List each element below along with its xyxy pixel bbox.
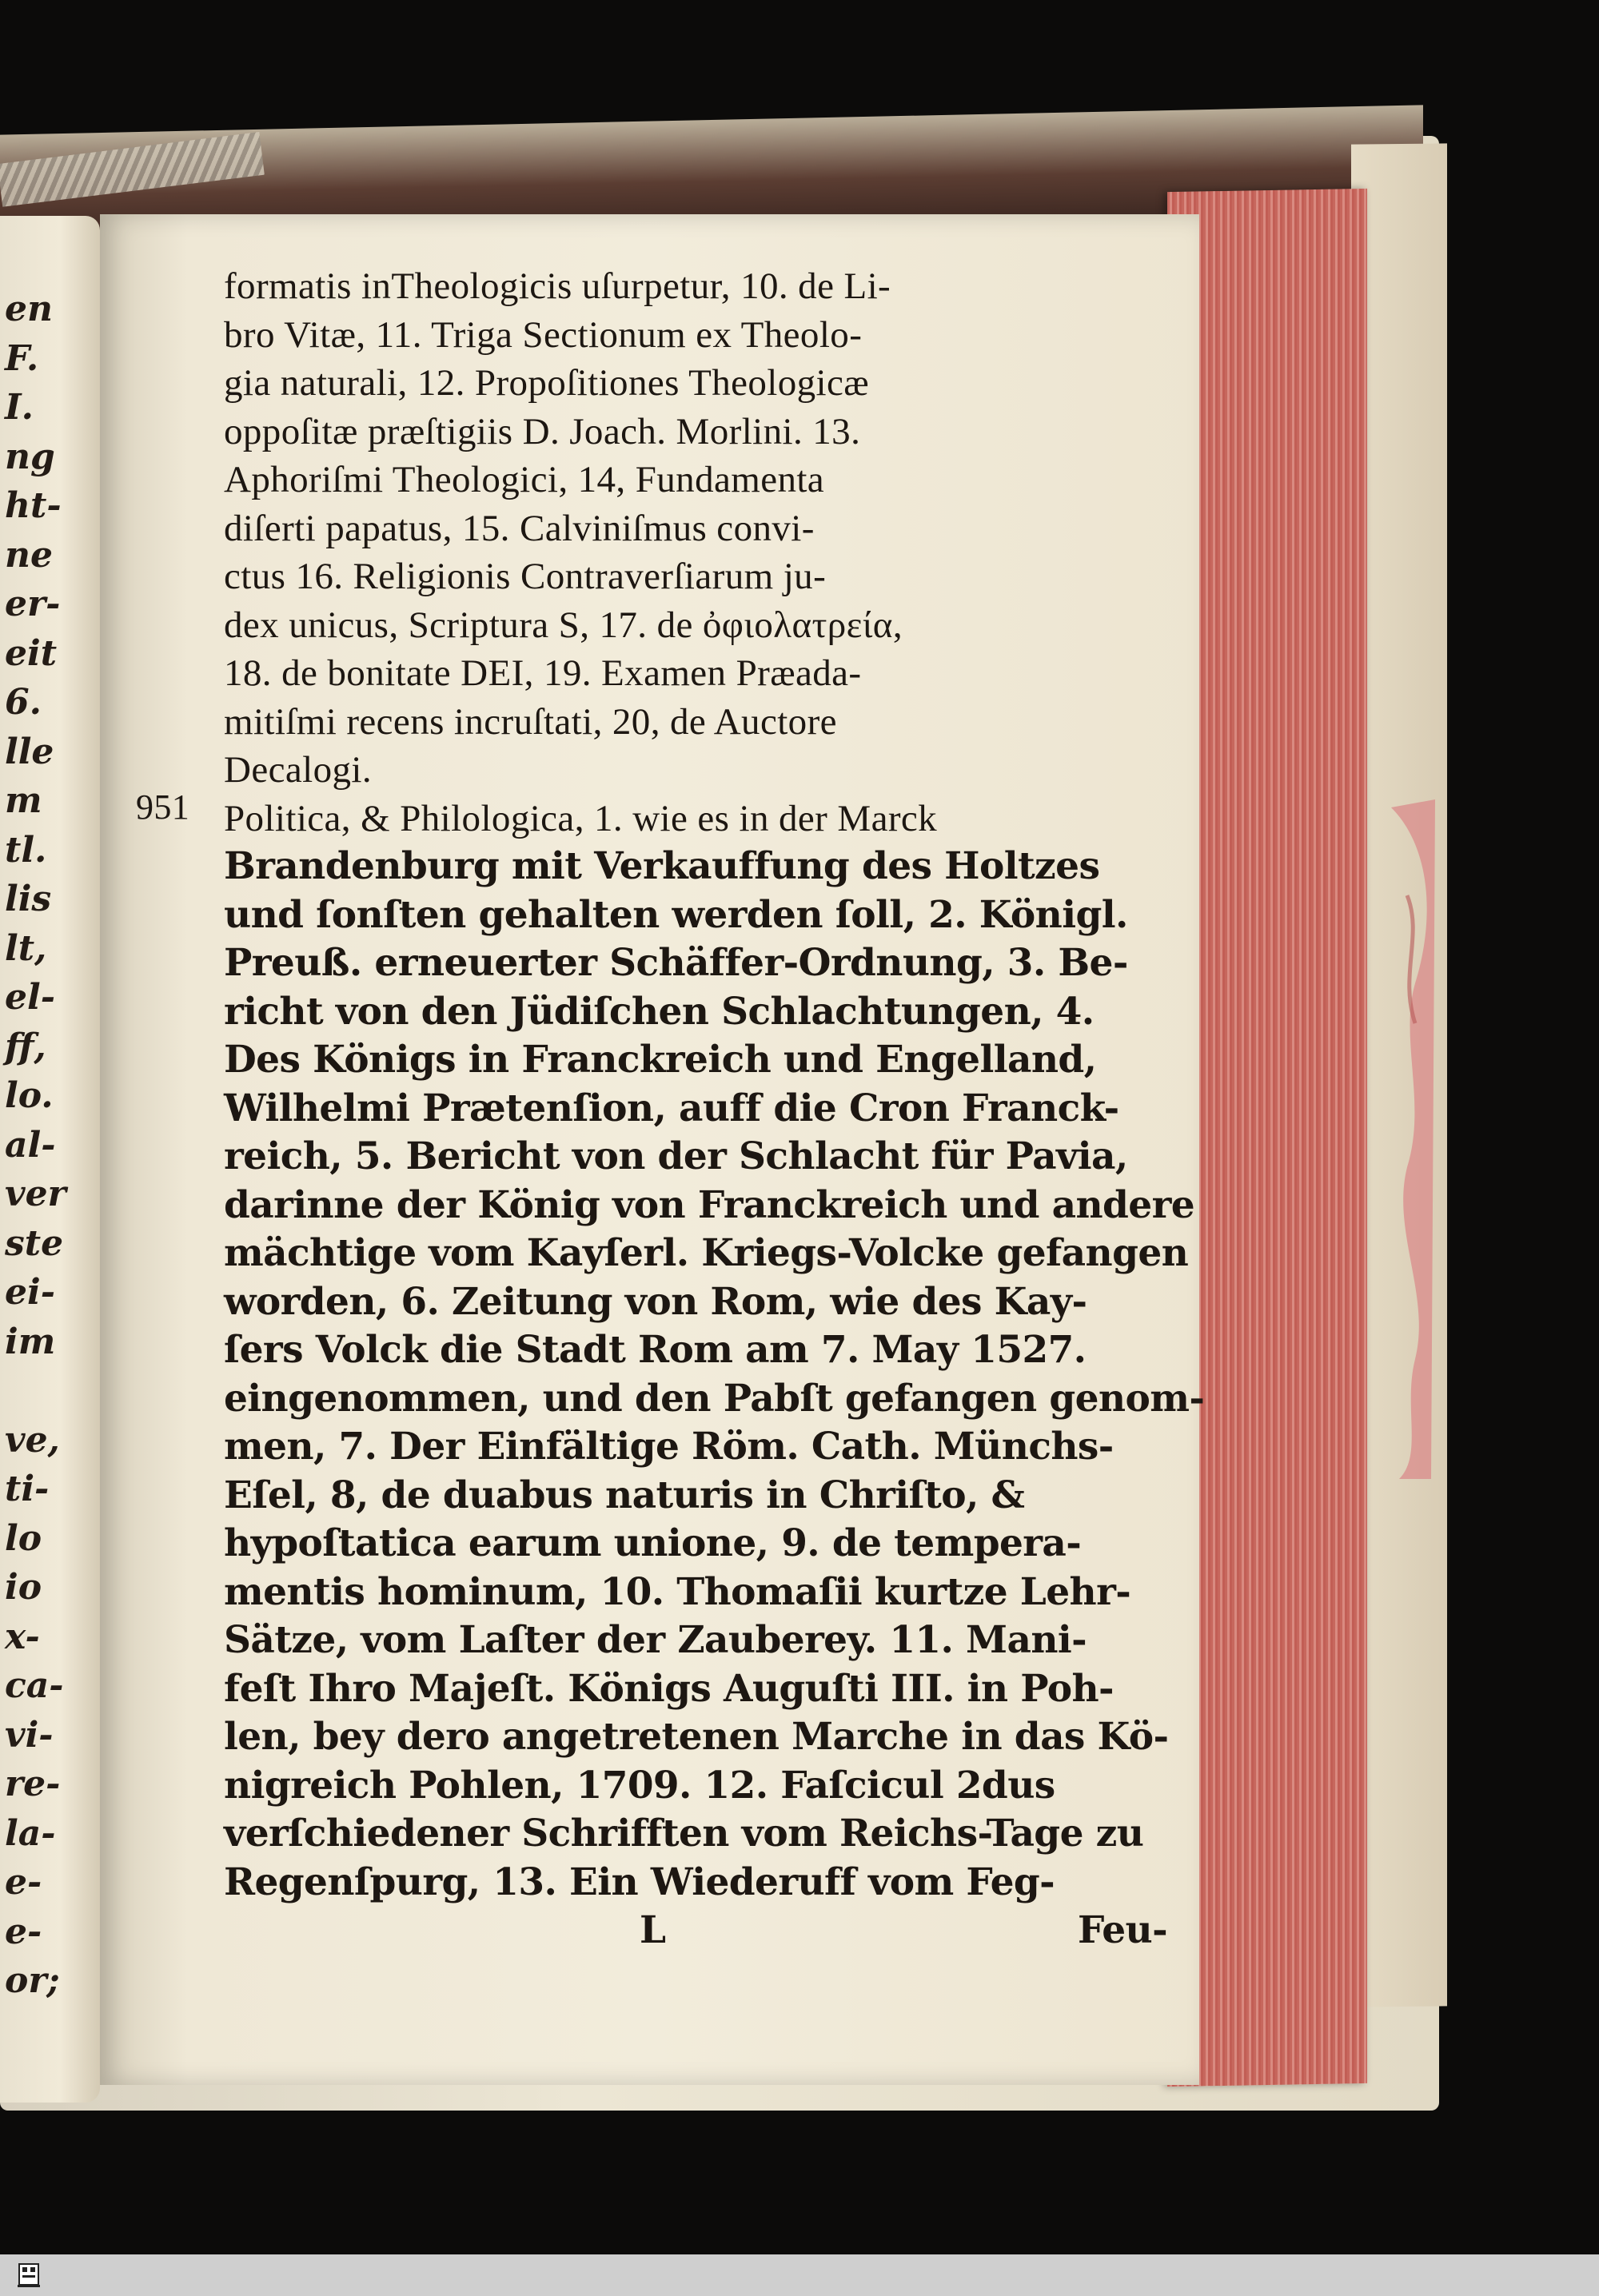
text-line (224, 988, 1167, 1037)
text-line (224, 1472, 1167, 1521)
text-line (224, 1713, 1167, 1762)
viewer-footer-bar (0, 2254, 1599, 2296)
book-page (100, 214, 1205, 2085)
text-line (224, 1375, 1205, 1424)
fragment-line: ne (5, 534, 53, 576)
catchword: Feu- (1078, 1908, 1167, 1952)
text-line-content: Sätze, vom Laſter der Zauberey. 11. Mani- (224, 1618, 1087, 1662)
fragment-line: en (5, 289, 53, 329)
text-line (224, 601, 1167, 650)
text-line (224, 1230, 1189, 1278)
fragment-line: ti- (5, 1469, 50, 1509)
fragment-line: el- (5, 977, 55, 1018)
text-line (224, 408, 1167, 456)
text-line-content: reich, 5. Bericht von der Schlacht für Pavia, (224, 1134, 1128, 1178)
text-line (224, 1278, 1167, 1327)
fragment-line: ng (5, 436, 55, 477)
text-line-content: Politica, & Philologica, 1. wie es in der Marck (224, 797, 938, 839)
text-line (224, 1859, 1167, 1907)
fragment-line: er- (5, 584, 61, 624)
text-line (224, 1616, 1167, 1665)
text-line (224, 1569, 1167, 1617)
text-line (224, 504, 1167, 553)
fragment-line: F. (5, 337, 39, 379)
text-line (224, 1036, 1167, 1085)
text-line (224, 649, 1167, 698)
text-line-content: verſchiedener Schrifften vom Reichs-Tage zu (224, 1812, 1144, 1856)
text-line-content: men, 7. Der Einfältige Röm. Cath. Münchs- (224, 1425, 1114, 1469)
text-line-content: worden, 6. Zeitung von Rom, wie des Kay- (224, 1279, 1087, 1324)
fragment-line: e- (5, 1862, 42, 1903)
text-line (224, 262, 1167, 311)
text-line-content: diſerti papatus, 15. Calviniſmus convi- (224, 507, 815, 549)
text-line-content: ctus 16. Religionis Contraverſiarum ju- (224, 556, 827, 597)
fragment-line: x- (5, 1616, 40, 1657)
text-line-content: hypoſtatica earum unione, 9. de tempera- (224, 1521, 1082, 1565)
text-line (224, 939, 1167, 988)
text-line-content: len, bey dero angetretenen Marche in das Kö- (224, 1715, 1169, 1759)
signature-mark: L (640, 1908, 666, 1952)
fragment-line: ver (5, 1174, 66, 1214)
text-line (224, 1810, 1167, 1859)
fragment-line: lis (5, 879, 52, 919)
text-line-content: Brandenburg mit Verkauffung des Holtzes (224, 844, 1100, 888)
text-line (224, 843, 1167, 891)
fragment-line: ca- (5, 1665, 64, 1706)
text-line-content: bro Vitæ, 11. Triga Sectionum ex Theolo- (224, 313, 863, 356)
text-line-content: Des Königs in Franckreich und Engelland, (224, 1038, 1097, 1082)
text-line-content: nigreich Pohlen, 1709. 12. Faſcicul 2dus (224, 1763, 1055, 1808)
fragment-line: la- (5, 1812, 56, 1854)
text-line (224, 1762, 1167, 1811)
text-line (224, 746, 1167, 795)
text-line-content: mächtige vom Kayſerl. Kriegs-Volcke gefangen (224, 1231, 1189, 1275)
text-line-content: Aphoriſmi Theologici, 14, Fundamenta (224, 459, 825, 500)
text-line-content: eingenommen, und den Pabſt gefangen genom- (224, 1376, 1205, 1421)
text-line-content: Decalogi. (224, 749, 372, 791)
text-line-content: darinne der König von Franckreich und andere (224, 1182, 1195, 1227)
fragment-line: lo (5, 1517, 42, 1559)
text-line-content: ſers Volck die Stadt Rom am 7. May 1527. (224, 1328, 1087, 1372)
text-line (224, 1665, 1167, 1714)
text-line-content: dex unicus, Scriptura S, 17. de ὀφιολατρεία, (224, 604, 903, 646)
text-line-content: Regenſpurg, 13. Ein Wiederuff vom Feg- (224, 1860, 1055, 1904)
text-line-content: und ſonſten gehalten werden ſoll, 2. Königl. (224, 892, 1128, 937)
text-line-content: mentis hominum, 10. Thomaſii kurtze Lehr- (224, 1569, 1131, 1614)
fragment-line: eit (5, 632, 58, 674)
text-line (224, 1085, 1167, 1134)
fragment-line: vi- (5, 1714, 54, 1756)
fragment-line: or; (5, 1960, 60, 2001)
previous-page-fragment (0, 216, 100, 2103)
page-text (136, 262, 1205, 1955)
text-line (224, 1520, 1167, 1569)
fragment-line: 6. (5, 682, 42, 723)
text-line-content: Wilhelmi Prætenſion, auff die Cron Franck- (224, 1086, 1119, 1130)
text-line-content: oppoſitæ præſtigiis D. Joach. Morlini. 13. (224, 410, 861, 452)
text-line (224, 456, 1167, 504)
fragment-line: im (5, 1321, 56, 1362)
text-line-content: richt von den Jüdiſchen Schlachtungen, 4. (224, 989, 1095, 1034)
text-line-content: formatis inTheologicis uſurpetur, 10. de Li- (224, 265, 891, 307)
fragment-line: m (5, 780, 42, 821)
text-line (224, 1326, 1167, 1375)
library-logo-icon[interactable] (13, 2259, 45, 2291)
fragment-line: tl. (5, 829, 47, 871)
fragment-line: io (5, 1567, 42, 1608)
text-line (224, 698, 1167, 747)
fragment-line: lle (5, 731, 54, 772)
fragment-line: al- (5, 1124, 56, 1166)
stain-on-cover (1359, 799, 1439, 1487)
text-line-content: feſt Ihro Majeſt. Königs Auguſti III. in Poh- (224, 1666, 1114, 1711)
fragment-line: lo. (5, 1075, 54, 1116)
fragment-line: I. (5, 387, 34, 428)
entry-number: 951 (136, 787, 190, 827)
fragment-line: lt, (5, 927, 47, 969)
fragment-line: ste (5, 1222, 64, 1264)
text-line (224, 1133, 1167, 1182)
text-line-content: mitiſmi recens incruſtati, 20, de Auctore (224, 700, 837, 743)
text-line (224, 359, 1167, 408)
text-line (224, 552, 1167, 601)
text-line (224, 311, 1167, 360)
text-line (224, 1182, 1195, 1230)
text-line (224, 891, 1167, 940)
text-line-content: gia naturali, 12. Propoſitiones Theologicæ (224, 362, 869, 404)
text-line-content: Preuß. erneuerter Schäffer-Ordnung, 3. Be- (224, 941, 1128, 985)
text-line-content: 18. de bonitate DEI, 19. Examen Præada- (224, 652, 862, 694)
text-line-content: Eſel, 8, de duabus naturis in Chriſto, & (224, 1473, 1025, 1517)
text-line (224, 1423, 1167, 1472)
fragment-line: ht- (5, 485, 62, 526)
fragment-line: ei- (5, 1272, 55, 1313)
footer-line (224, 1907, 1167, 1955)
fragment-line: ff, (5, 1026, 46, 1067)
fragment-line: e- (5, 1911, 42, 1952)
fragment-line: re- (5, 1764, 61, 1804)
text-line (136, 787, 1167, 843)
fragment-line: ve, (5, 1419, 60, 1461)
